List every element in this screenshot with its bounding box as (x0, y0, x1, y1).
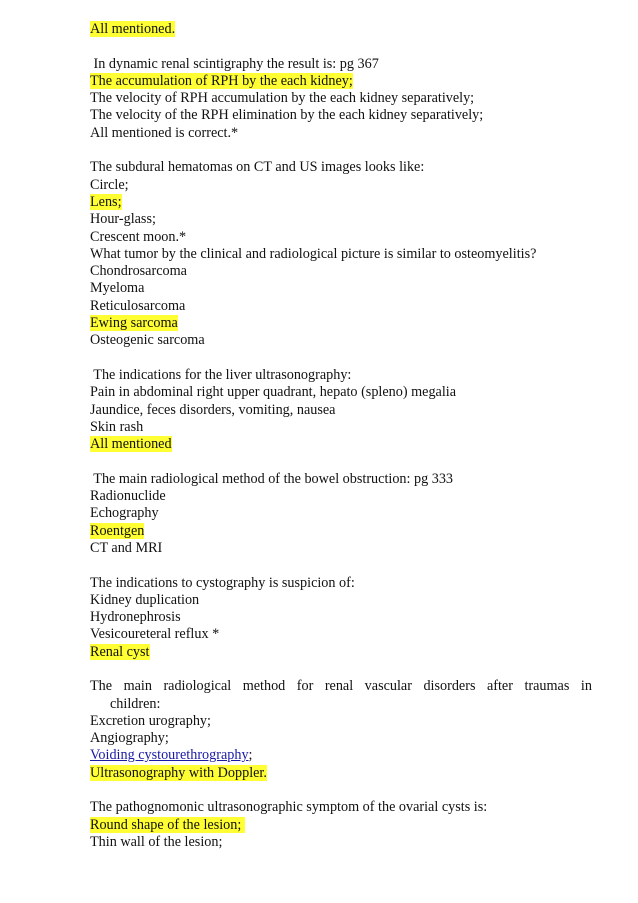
line-text: Hydronephrosis (90, 609, 181, 626)
document-body (90, 21, 592, 851)
line-text: The velocity of RPH accumulation by the each kidney separatively; (90, 90, 475, 107)
word: in (580, 678, 592, 695)
text-line (90, 592, 592, 609)
text-line (90, 817, 592, 834)
word: after (486, 678, 513, 695)
highlighted-answer: Lens; (90, 193, 122, 210)
text-line (90, 626, 592, 643)
text-line (90, 263, 592, 280)
text-line (90, 177, 592, 194)
text-line (90, 246, 592, 263)
highlighted-answer: All mentioned. (90, 21, 176, 37)
text-line (90, 73, 592, 90)
text-line (90, 834, 592, 851)
line-text: Hour-glass; (90, 211, 156, 228)
highlighted-answer: Renal cyst (90, 643, 150, 660)
text-line (90, 678, 592, 695)
text-line (90, 471, 592, 488)
text-line (90, 125, 592, 142)
line-text: All mentioned is correct.* (90, 124, 239, 141)
highlighted-answer: Roentgen (90, 522, 145, 539)
text-line (90, 229, 592, 246)
line-text: CT and MRI (90, 539, 163, 556)
text-line (90, 21, 592, 38)
line-text: Skin rash (90, 418, 144, 435)
word: method (242, 678, 286, 695)
text-line (90, 384, 592, 401)
text-line (90, 194, 592, 211)
text-line (90, 56, 592, 73)
text-line (90, 402, 592, 419)
line-text: Osteogenic sarcoma (90, 332, 205, 349)
hyperlink[interactable]: Voiding cystourethrography (90, 747, 249, 764)
blank-line (90, 661, 592, 678)
text-line (90, 696, 592, 713)
line-text: Excretion urography; (90, 712, 211, 729)
highlighted-answer: Ewing sarcoma (90, 315, 178, 332)
line-text: The pathognomonic ultrasonographic symptom of the ovarial cysts is: (90, 799, 488, 816)
word: traumas (524, 678, 570, 695)
text-line (90, 747, 592, 764)
text-line (90, 107, 592, 124)
text-line (90, 488, 592, 505)
line-text: Kidney duplication (90, 591, 200, 608)
text-line (90, 315, 592, 332)
line-text: The main radiological method of the bowel obstruction: pg 333 (90, 470, 454, 487)
text-line (90, 713, 592, 730)
word: main (123, 678, 152, 695)
line-text: The subdural hematomas on CT and US images looks like: (90, 159, 425, 176)
text-line (90, 523, 592, 540)
line-text: Reticulosarcoma (90, 297, 186, 314)
line-text: Jaundice, feces disorders, vomiting, nausea (90, 401, 336, 418)
text-line (90, 90, 592, 107)
line-text: Echography (90, 505, 159, 522)
word: vascular (364, 678, 412, 695)
word: The (90, 678, 113, 695)
line-text: Thin wall of the lesion; (90, 833, 223, 850)
line-text: Crescent moon.* (90, 228, 187, 245)
text-line (90, 799, 592, 816)
line-text: The indications to cystography is suspicion of: (90, 574, 355, 591)
blank-line (90, 38, 592, 55)
line-text: Myeloma (90, 280, 145, 297)
text-line (90, 575, 592, 592)
line-suffix: ; (248, 747, 253, 764)
text-line (90, 644, 592, 661)
line-text: The velocity of the RPH elimination by the each kidney separatively; (90, 107, 484, 124)
blank-line (90, 782, 592, 799)
text-line (90, 730, 592, 747)
word: for (296, 678, 314, 695)
text-line (90, 765, 592, 782)
text-line (90, 419, 592, 436)
highlighted-answer: Round shape of the lesion; (90, 816, 245, 833)
text-line (90, 436, 592, 453)
line-text: children: (110, 695, 161, 712)
line-text: Circle; (90, 176, 129, 193)
line-text: Chondrosarcoma (90, 263, 187, 280)
highlighted-answer: Ultrasonography with Doppler. (90, 764, 267, 781)
text-line (90, 211, 592, 228)
text-line (90, 298, 592, 315)
blank-line (90, 453, 592, 470)
text-line (90, 505, 592, 522)
word: renal (324, 678, 354, 695)
highlighted-answer: The accumulation of RPH by the each kidney; (90, 72, 353, 89)
blank-line (90, 142, 592, 159)
line-text: Radionuclide (90, 488, 166, 505)
line-text: What tumor by the clinical and radiological picture is similar to osteomyelitis? (90, 245, 537, 262)
text-line (90, 367, 592, 384)
text-line (90, 609, 592, 626)
text-line (90, 540, 592, 557)
blank-line (90, 350, 592, 367)
blank-line (90, 557, 592, 574)
line-text: Angiography; (90, 730, 169, 747)
text-line (90, 332, 592, 349)
line-text: The indications for the liver ultrasonography: (90, 366, 352, 383)
text-line (90, 159, 592, 176)
text-line (90, 280, 592, 297)
highlighted-answer: All mentioned (90, 436, 172, 453)
line-text: Vesicoureteral reflux * (90, 626, 220, 643)
word: radiological (163, 678, 232, 695)
word: disorders (423, 678, 476, 695)
line-text: In dynamic renal scintigraphy the result is: pg 367 (90, 55, 379, 72)
line-text: Pain in abdominal right upper quadrant, hepato (spleno) megalia (90, 384, 457, 401)
